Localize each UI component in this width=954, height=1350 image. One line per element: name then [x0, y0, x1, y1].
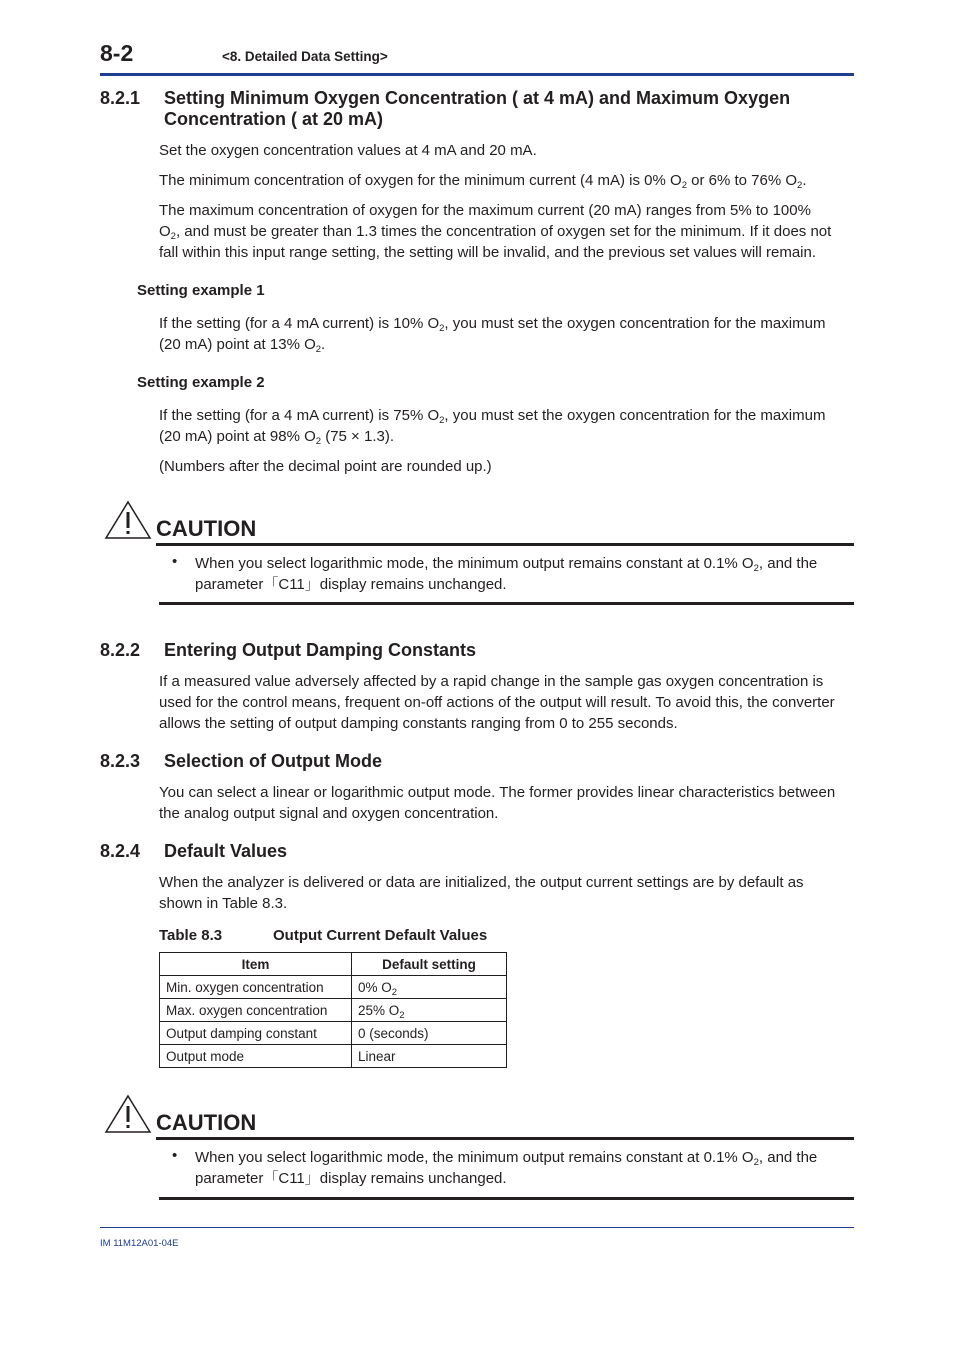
caution-text: When you select logarithmic mode, the minimum output remains constant at 0.1% $O_2$, and the parameter「C11」display remains unchanged. [195, 1149, 818, 1187]
bullet: • [172, 1147, 178, 1164]
section-8-2-2-heading [100, 640, 854, 662]
table-label: Table 8.3 [159, 927, 223, 944]
table-row [160, 1022, 507, 1045]
section-number: 8.2.4 [100, 841, 141, 861]
rounding-note: (Numbers after the decimal point are rounded up.) [159, 458, 492, 475]
caution-rule [159, 602, 854, 605]
caution-text: When you select logarithmic mode, the minimum output remains constant at 0.1% $O_2$, and the parameter「C11」display remains unchanged. [195, 555, 818, 593]
cell-item: Output damping constant [160, 1022, 352, 1045]
caution-rule [156, 1137, 854, 1140]
table-row [160, 976, 507, 999]
paragraph: If a measured value adversely affected by a rapid change in the sample gas oxygen concentration is used for the control means, frequent on-off actions of the output will result. To avoid this, the converter allows the setting of output damping constants ranging from 0 to 255 seconds. [159, 673, 835, 732]
section-8-2-3-heading [100, 751, 854, 773]
example-1-text: If the setting (for a 4 mA current) is 10% $O_2$, you must set the oxygen concentration for the maximum (20 mA) point at 13% $O_2$. [159, 315, 826, 355]
table-caption [159, 927, 488, 944]
cell-value: Linear [352, 1045, 507, 1068]
bullet: • [172, 553, 178, 570]
caution-title: CAUTION [156, 516, 257, 541]
cell-value: 0 (seconds) [352, 1022, 507, 1045]
table-row [160, 999, 507, 1022]
section-title: Default Values [164, 841, 288, 861]
table-row [160, 1045, 507, 1068]
warning-icon [104, 1094, 152, 1134]
column-header: Item [160, 953, 352, 976]
paragraph: The minimum concentration of oxygen for the minimum current (4 mA) is 0% $O_2$ or 6% to 76% $O_2$. [159, 172, 807, 191]
section-title: Entering Output Damping Constants [164, 640, 476, 660]
paragraph: The maximum concentration of oxygen for the maximum current (20 mA) ranges from 5% to 100% $O_2$, and must be greater than 1.3 times the concentration of oxygen set for the minimum. If it does not fall within this input range setting, the setting will be invalid, and the previous set values will remain. [159, 202, 832, 261]
section-8-2-1-heading [100, 88, 854, 132]
paragraph: When the analyzer is delivered or data are initialized, the output current settings are by default as shown in Table 8.3. [159, 874, 804, 912]
cell-item: Min. oxygen concentration [160, 976, 352, 999]
section-8-2-4-heading [100, 841, 854, 863]
column-header: Default setting [352, 953, 507, 976]
section-number: 8.2.1 [100, 88, 141, 108]
example-2-heading: Setting example 2 [137, 374, 265, 391]
footer-rule [100, 1227, 854, 1228]
caution-box [100, 500, 854, 608]
cell-item: Max. oxygen concentration [160, 999, 352, 1022]
section-title-line2: Concentration ( at 20 mA) [164, 109, 384, 129]
caution-title: CAUTION [156, 1110, 257, 1135]
section-number: 8.2.2 [100, 640, 141, 660]
warning-icon [104, 500, 152, 540]
section-title-line1: Setting Minimum Oxygen Concentration ( at 4 mA) and Maximum Oxygen [164, 88, 791, 108]
caution-box [100, 1094, 854, 1202]
paragraph: You can select a linear or logarithmic output mode. The former provides linear characteristics between the analog output signal and oxygen concentration. [159, 784, 836, 822]
cell-value: 0% $O_2$ [352, 976, 507, 999]
cell-item: Output mode [160, 1045, 352, 1068]
document-id: IM 11M12A01-04E [100, 1238, 179, 1249]
header-rule [100, 73, 854, 76]
cell-value: 25% $O_2$ [352, 999, 507, 1022]
section-title: Selection of Output Mode [164, 751, 382, 771]
caution-rule [156, 543, 854, 546]
paragraph: Set the oxygen concentration values at 4 mA and 20 mA. [159, 142, 537, 159]
table-title: Output Current Default Values [273, 927, 488, 944]
section-number: 8.2.3 [100, 751, 141, 771]
chapter-title: <8. Detailed Data Setting> [222, 49, 388, 64]
page-number: 8-2 [100, 40, 134, 66]
example-2-text: If the setting (for a 4 mA current) is 75% $O_2$, you must set the oxygen concentration for the maximum (20 mA) point at 98% $O_2$ (75 × 1.3). [159, 407, 826, 447]
defaults-table [159, 952, 507, 1068]
example-1-heading: Setting example 1 [137, 282, 265, 299]
table-header-row [160, 953, 507, 976]
caution-rule [159, 1197, 854, 1200]
